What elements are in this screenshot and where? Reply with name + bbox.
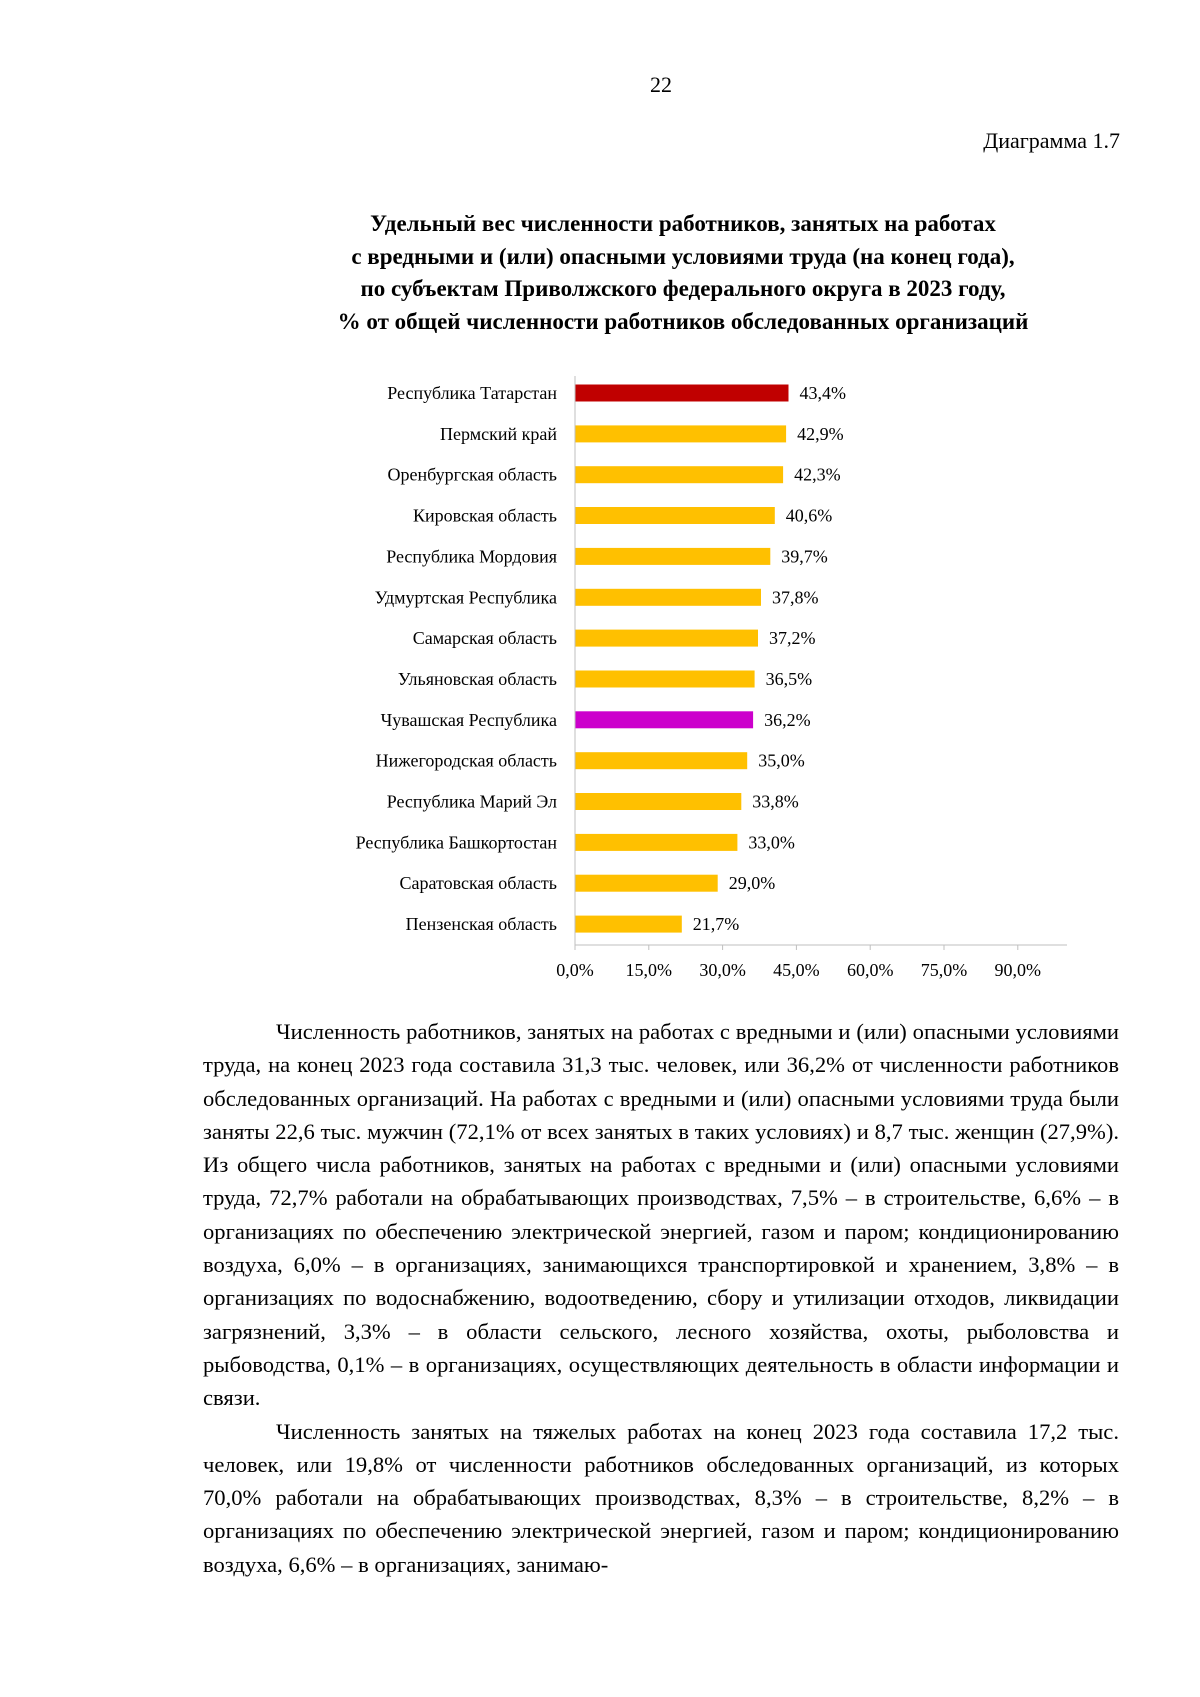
value-label: 33,0%: [748, 832, 795, 853]
category-label: Оренбургская область: [387, 464, 557, 485]
x-tick-label: 0,0%: [556, 960, 594, 980]
x-tick-label: 75,0%: [920, 960, 968, 980]
x-tick-label: 45,0%: [773, 960, 820, 980]
tick-labels: [556, 960, 1041, 980]
x-tick-label: 90,0%: [994, 960, 1042, 980]
category-label: Удмуртская Республика: [374, 587, 557, 608]
category-label: Кировская область: [412, 505, 557, 526]
chart-title-line: с вредными и (или) опасными условиями труда (на конец года),: [351, 243, 1015, 269]
value-label: 36,5%: [765, 669, 813, 689]
bar: [576, 466, 784, 483]
bar: [576, 711, 754, 728]
category-label: Ульяновская область: [397, 669, 557, 689]
category-label: Пермский край: [440, 423, 557, 444]
body-paragraph: Численность занятых на тяжелых работах на конец 2023 года составила 17,2 тыс. человек, или 19,8% от численности работников обследованных организаций, из которых 70,0% работали на обрабатывающих производствах, 8,3% – в строительстве, 8,2% – в организациях по обеспечению электрической энергией, газом и паром; кондиционированию воздуха, 6,6% – в организациях, занимаю-: [203, 1418, 1119, 1577]
category-labels: [356, 383, 558, 934]
category-label: Саратовская область: [399, 873, 557, 894]
bar: [576, 589, 762, 606]
category-label: Республика Башкортостан: [355, 832, 557, 853]
body-text: [203, 1015, 1119, 1581]
bar: [576, 630, 759, 647]
value-label: 39,7%: [781, 546, 828, 567]
chart-axes: [575, 376, 1067, 950]
category-label: Республика Мордовия: [386, 546, 557, 567]
category-label: Пензенская область: [405, 914, 557, 935]
value-label: 35,0%: [758, 750, 805, 771]
value-label: 42,9%: [797, 423, 844, 444]
value-label: 21,7%: [692, 914, 740, 935]
category-label: Республика Марий Эл: [386, 791, 557, 812]
bar: [576, 548, 771, 565]
value-labels: [693, 383, 846, 934]
bar: [576, 752, 748, 769]
value-label: 33,8%: [752, 791, 799, 812]
category-label: Республика Татарстан: [387, 383, 557, 403]
chart-title-line: Удельный вес численности работников, занятых на работах: [370, 211, 996, 236]
value-label: 37,8%: [772, 587, 819, 608]
body-paragraph: Численность работников, занятых на работах с вредными и (или) опасными условиями труда, на конец 2023 года составила 31,3 тыс. человек, или 36,2% от численности работников обследованных организаций. На работах с вредными и (или) опасными условиями труда были заняты 22,6 тыс. мужчин (72,1% от всех занятых в таких условиях) и 8,7 тыс. женщин (27,9%). Из общего числа работников, занятых на работах с вредными и (или) опасными условиями труда, 72,7% работали на обрабатывающих производствах, 7,5% – в строительстве, 6,6% – в организациях по обеспечению электрической энергией, газом и паром; кондиционированию воздуха, 6,0% – в организациях, занимающихся транспортировкой и хранением, 3,8% – в организациях по водоснабжению, водоотведению, сбору и утилизации отходов, ликвидации загрязнений, 3,3% – в области сельского, лесного хозяйства, охоты, рыболовства и рыбоводства, 0,1% – в организациях, осуществляющих деятельность в области информации и связи.: [203, 1019, 1119, 1411]
value-label: 43,4%: [799, 383, 846, 403]
diagram-label: Диаграмма 1.7: [983, 128, 1120, 153]
category-label: Чувашская Республика: [380, 709, 557, 730]
bar: [576, 507, 775, 524]
value-label: 29,0%: [728, 873, 776, 894]
x-tick-label: 30,0%: [699, 960, 746, 980]
value-label: 36,2%: [764, 709, 811, 730]
x-tick-label: 15,0%: [625, 960, 673, 980]
bar: [576, 671, 755, 688]
bar: [576, 425, 787, 442]
bar: [576, 834, 738, 851]
chart-title-line: % от общей численности работников обследованных организаций: [337, 308, 1029, 334]
chart-title-line: по субъектам Приволжского федерального округа в 2023 году,: [360, 276, 1006, 301]
bar: [576, 875, 718, 892]
page-number: 22: [650, 72, 672, 97]
bar: [576, 385, 789, 402]
value-label: 42,3%: [794, 464, 841, 485]
bar: [576, 916, 682, 933]
value-label: 37,2%: [769, 628, 816, 649]
category-label: Самарская область: [412, 628, 557, 649]
category-label: Нижегородская область: [375, 750, 557, 771]
x-tick-label: 60,0%: [846, 960, 894, 980]
value-label: 40,6%: [785, 505, 833, 526]
bar: [576, 793, 742, 810]
